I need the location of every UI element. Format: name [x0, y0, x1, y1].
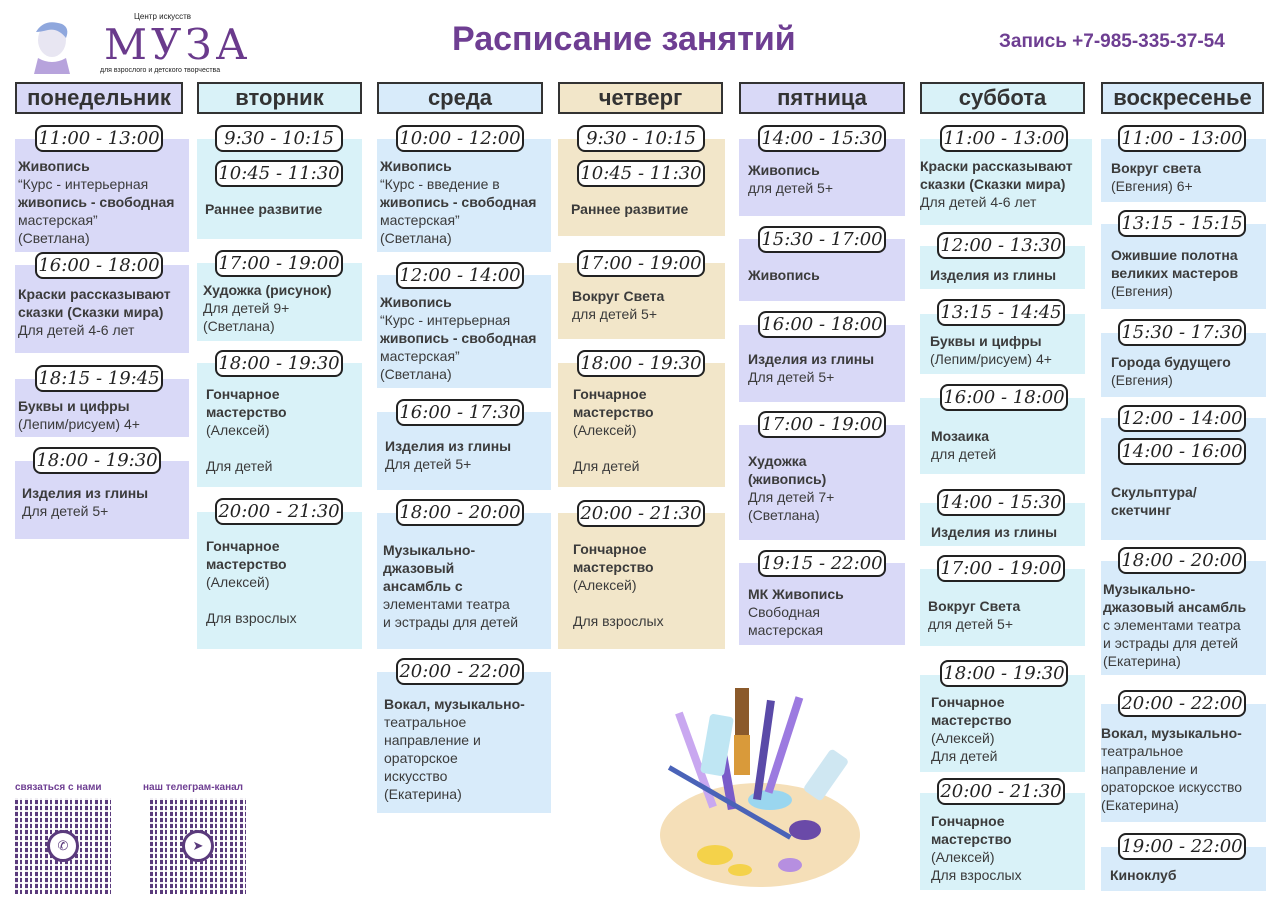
time-badge: 13:15 - 15:15: [1118, 210, 1246, 237]
time-badge: 18:00 - 19:30: [33, 447, 161, 474]
day-header-monday: понедельник: [15, 82, 183, 114]
class-card: Вокал, музыкально- театральное направление и ораторское искусство (Екатерина): [377, 672, 551, 813]
time-badge: 19:15 - 22:00: [758, 550, 886, 577]
phone-icon: ✆: [47, 830, 79, 862]
time-badge: 17:00 - 19:00: [937, 555, 1065, 582]
time-badge: 18:00 - 20:00: [1118, 547, 1246, 574]
time-badge: 9:30 - 10:15: [577, 125, 705, 152]
time-badge: 18:00 - 19:30: [215, 350, 343, 377]
time-badge: 16:00 - 18:00: [940, 384, 1068, 411]
time-badge: 15:30 - 17:30: [1118, 319, 1246, 346]
day-header-saturday: суббота: [920, 82, 1085, 114]
time-badge: 20:00 - 21:30: [577, 500, 705, 527]
class-card: Живопись для детей 5+: [739, 139, 905, 216]
time-badge: 17:00 - 19:00: [577, 250, 705, 277]
class-card: Гончарное мастерство (Алексей) Для детей: [197, 363, 362, 487]
time-badge: 10:00 - 12:00: [396, 125, 524, 152]
class-card: Музыкально- джазовый ансамбль с элементами театра и эстрады для детей (Екатерина): [1101, 561, 1266, 675]
time-badge: 11:00 - 13:00: [940, 125, 1068, 152]
contact-label: связаться с нами: [15, 782, 102, 793]
class-card: Художка (рисунок) Для детей 9+ (Светлана): [197, 263, 362, 341]
day-header-sunday: воскресенье: [1101, 82, 1264, 114]
telegram-qr-code[interactable]: [150, 798, 246, 894]
class-card: Живопись: [739, 239, 905, 301]
logo-caption: Центр искусств: [134, 12, 192, 21]
class-card: Изделия из глины Для детей 5+: [377, 412, 551, 490]
time-badge: 16:00 - 18:00: [35, 252, 163, 279]
time-badge: 18:00 - 19:30: [577, 350, 705, 377]
time-badge: 20:00 - 22:00: [396, 658, 524, 685]
class-card: Краски рассказывают сказки (Сказки мира) Для детей 4-6 лет: [15, 265, 189, 353]
class-card: Вокруг Света для детей 5+: [558, 263, 725, 339]
time-badge: 12:00 - 14:00: [396, 262, 524, 289]
time-badge: 16:00 - 18:00: [758, 311, 886, 338]
time-badge: 14:00 - 16:00: [1118, 438, 1246, 465]
class-card: Раннее развитие: [197, 139, 362, 239]
time-badge: 18:00 - 20:00: [396, 499, 524, 526]
logo-subtitle: для взрослого и детского творчества: [100, 67, 221, 74]
class-card: Буквы и цифры (Лепим/рисуем) 4+: [15, 379, 189, 437]
time-badge: 17:00 - 19:00: [215, 250, 343, 277]
telegram-icon: ➤: [182, 830, 214, 862]
class-card: Гончарное мастерство (Алексей) Для взрослых: [558, 513, 725, 649]
time-badge: 14:00 - 15:30: [937, 489, 1065, 516]
time-badge: 9:30 - 10:15: [215, 125, 343, 152]
class-card: Вокруг света (Евгения) 6+: [1101, 139, 1266, 202]
class-card: Ожившие полотна великих мастеров (Евгения): [1101, 224, 1266, 309]
time-badge: 12:00 - 13:30: [937, 232, 1065, 259]
time-badge: 20:00 - 22:00: [1118, 690, 1246, 717]
phone-link[interactable]: Запись +7-985-335-37-54: [999, 31, 1225, 52]
time-badge: 10:45 - 11:30: [577, 160, 705, 187]
time-badge: 14:00 - 15:30: [758, 125, 886, 152]
class-card: Гончарное мастерство (Алексей) Для детей: [920, 675, 1085, 772]
page-title: Расписание занятий: [452, 20, 796, 58]
time-badge: 18:00 - 19:30: [940, 660, 1068, 687]
class-card: Раннее развитие: [558, 139, 725, 236]
class-card: Живопись “Курс - введение в живопись - свободная мастерская” (Светлана): [377, 139, 551, 252]
class-card: Изделия из глины Для детей 5+: [15, 461, 189, 539]
class-card: Изделия из глины: [920, 246, 1085, 289]
time-badge: 17:00 - 19:00: [758, 411, 886, 438]
class-card: Изделия из глины: [920, 503, 1085, 546]
class-card: Мозаика для детей: [920, 398, 1085, 474]
logo-image: [18, 14, 82, 74]
contact-qr-code[interactable]: [15, 798, 111, 894]
class-card: МК Живопись Свободная мастерская: [739, 563, 905, 645]
time-badge: 10:45 - 11:30: [215, 160, 343, 187]
day-header-friday: пятница: [739, 82, 905, 114]
class-card: Изделия из глины Для детей 5+: [739, 325, 905, 402]
class-card: Художка (живопись) Для детей 7+ (Светлана): [739, 425, 905, 540]
class-card: Города будущего (Евгения): [1101, 333, 1266, 397]
time-badge: 11:00 - 13:00: [35, 125, 163, 152]
class-card: Вокруг Света для детей 5+: [920, 569, 1085, 646]
time-badge: 11:00 - 13:00: [1118, 125, 1246, 152]
time-badge: 20:00 - 21:30: [215, 498, 343, 525]
telegram-label: наш телеграм-канал: [143, 782, 244, 793]
class-card: Гончарное мастерство (Алексей) Для взрослых: [197, 512, 362, 649]
class-card: Живопись “Курс - интерьерная живопись - свободная мастерская” (Светлана): [15, 139, 189, 252]
palette-illustration: [620, 680, 870, 890]
class-card: Гончарное мастерство (Алексей) Для детей: [558, 363, 725, 487]
time-badge: 16:00 - 17:30: [396, 399, 524, 426]
time-badge: 13:15 - 14:45: [937, 299, 1065, 326]
time-badge: 19:00 - 22:00: [1118, 833, 1246, 860]
class-card: Музыкально- джазовый ансамбль с элементами театра и эстрады для детей: [377, 513, 551, 649]
day-header-thursday: четверг: [558, 82, 723, 114]
day-header-tuesday: вторник: [197, 82, 362, 114]
class-card: Киноклуб: [1101, 847, 1266, 891]
time-badge: 12:00 - 14:00: [1118, 405, 1246, 432]
logo-wordmark: МУЗА: [104, 20, 252, 69]
class-card: Живопись “Курс - интерьерная живопись - свободная мастерская” (Светлана): [377, 275, 551, 388]
class-card: Скульптура/ скетчинг: [1101, 418, 1266, 540]
time-badge: 20:00 - 21:30: [937, 778, 1065, 805]
class-card: Буквы и цифры (Лепим/рисуем) 4+: [920, 314, 1085, 374]
time-badge: 18:15 - 19:45: [35, 365, 163, 392]
day-header-wednesday: среда: [377, 82, 543, 114]
class-card: Вокал, музыкально- театральное направление и ораторское искусство (Екатерина): [1101, 704, 1266, 822]
class-card: Краски рассказывают сказки (Сказки мира) Для детей 4-6 лет: [920, 139, 1092, 225]
time-badge: 15:30 - 17:00: [758, 226, 886, 253]
class-card: Гончарное мастерство (Алексей) Для взрослых: [920, 793, 1085, 890]
